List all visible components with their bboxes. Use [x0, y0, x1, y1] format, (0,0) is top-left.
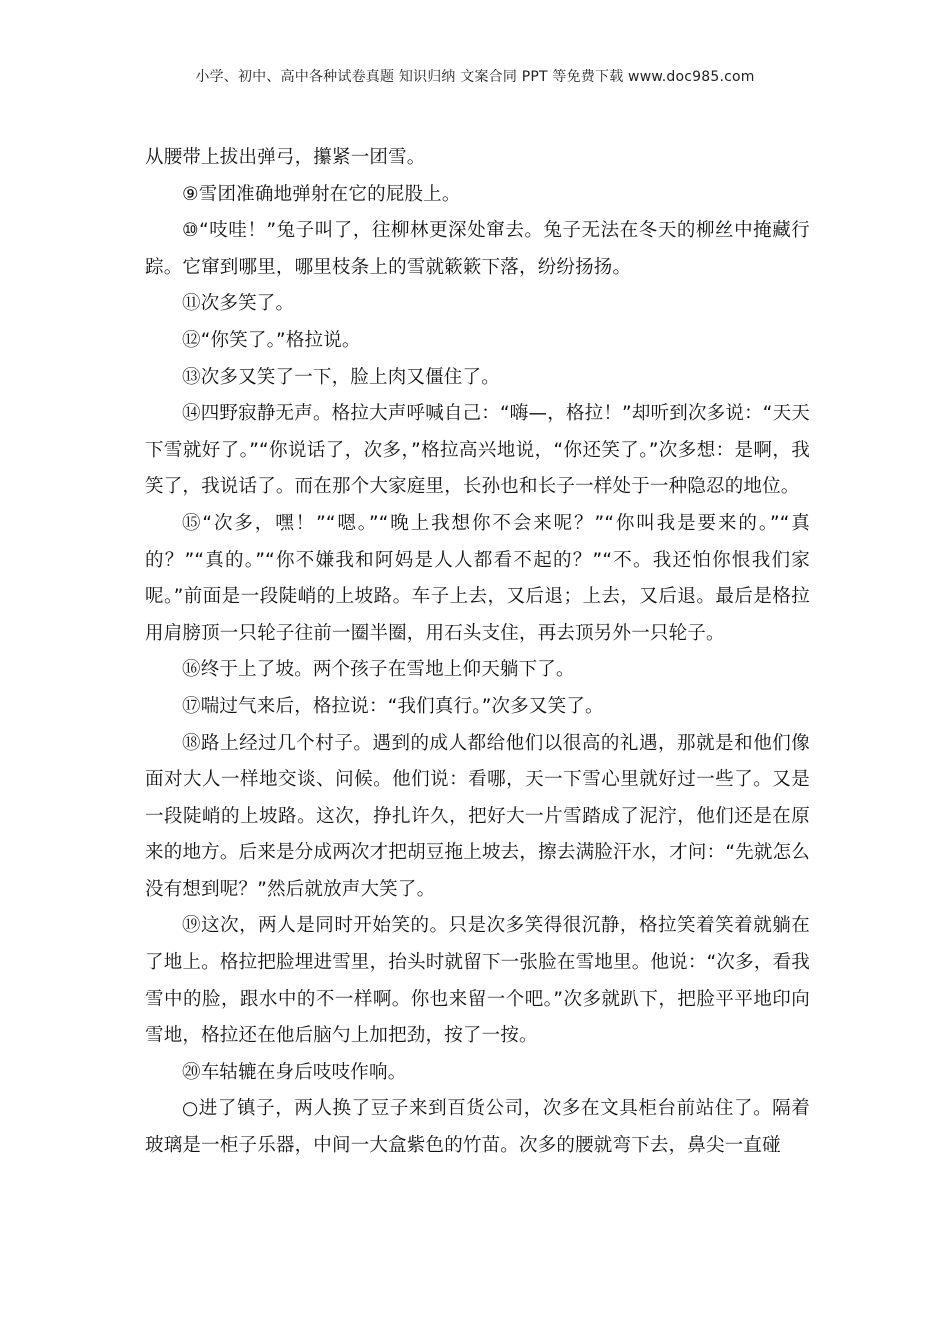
paragraph-21: ○进了镇子，两人换了豆子来到百货公司，次多在文具柜台前站住了。隔着玻璃是一柜子乐器，中间一大盒紫色的竹苗。次多的腰就弯下去，鼻尖一直碰	[145, 1098, 810, 1157]
paragraph-18: ⑱路上经过几个村子。遇到的成人都给他们以很高的礼遇，那就是和他们像面对大人一样地交谈、问候。他们说：看哪，天一下雪心里就好过一些了。又是一段陡峭的上坡路。这次，挣扎许久，把好大一片雪踏成了泥泞，他们还是在原来的地方。后来是分成两次才把胡豆拖上坡去，擦去满脸汗水，才问：“先就怎么没有想到呢？”然后就放声大笑了。	[145, 732, 810, 900]
article-body	[145, 140, 810, 1165]
paragraph-10: ⑩“吱哇！”兔子叫了，往柳林更深处窜去。兔子无法在冬天的柳丝中掩藏行踪。它窜到哪里，哪里枝条上的雪就簌簌下落，纷纷扬扬。	[145, 220, 810, 278]
paragraph-continued: 从腰带上拔出弹弓，攥紧一团雪。	[145, 147, 426, 168]
paragraph-20: ⑳车轱辘在身后吱吱作响。	[182, 1061, 407, 1083]
paragraph-12: ⑫“你笑了。”格拉说。	[182, 329, 361, 351]
paragraph-14: ⑭四野寂静无声。格拉大声呼喊自己：“嗨—，格拉！”却听到次多说：“天天下雪就好了。”“你说话了，次多，”格拉高兴地说，“你还笑了。”次多想：是啊，我笑了，我说话了。而在那个大家庭里，长孙也和长子一样处于一种隐忍的地位。	[145, 403, 810, 498]
paragraph-19: ⑲这次，两人是同时开始笑的。只是次多笑得很沉静，格拉笑着笑着就躺在了地上。格拉把脸埋进雪里，抬头时就留下一张脸在雪地里。他说：“次多，看我雪中的脸，跟水中的不一样啊。你也来留一个吧。”次多就趴下，把脸平平地印向雪地，格拉还在他后脑勺上加把劲，按了一按。	[145, 915, 810, 1047]
paragraph-15: ⑮“次多，嘿！”“嗯。”“晚上我想你不会来呢？”“你叫我是要来的。”“真的？”“真的。”“你不嫌我和阿妈是人人都看不起的？”“不。我还怕你恨我们家呢。”前面是一段陡峭的上坡路。车子上去，又后退；上去，又后退。最后是格拉用肩膀顶一只轮子往前一圈半圈，用石头支住，再去顶另外一只轮子。	[145, 512, 810, 644]
page-header-banner: 小学、初中、高中各种试卷真题 知识归纳 文案合同 PPT 等免费下载 www.doc985.com	[195, 69, 755, 85]
paragraph-16: ⑯终于上了坡。两个孩子在雪地上仰天躺下了。	[182, 659, 575, 681]
paragraph-17: ⑰喘过气来后，格拉说：“我们真行。”次多又笑了。	[182, 695, 604, 717]
paragraph-9: ⑨雪团准确地弹射在它的屁股上。	[182, 183, 461, 205]
paragraph-13: ⑬次多又笑了一下，脸上肉又僵住了。	[182, 366, 500, 388]
paragraph-11: ⑪次多笑了。	[182, 293, 295, 315]
